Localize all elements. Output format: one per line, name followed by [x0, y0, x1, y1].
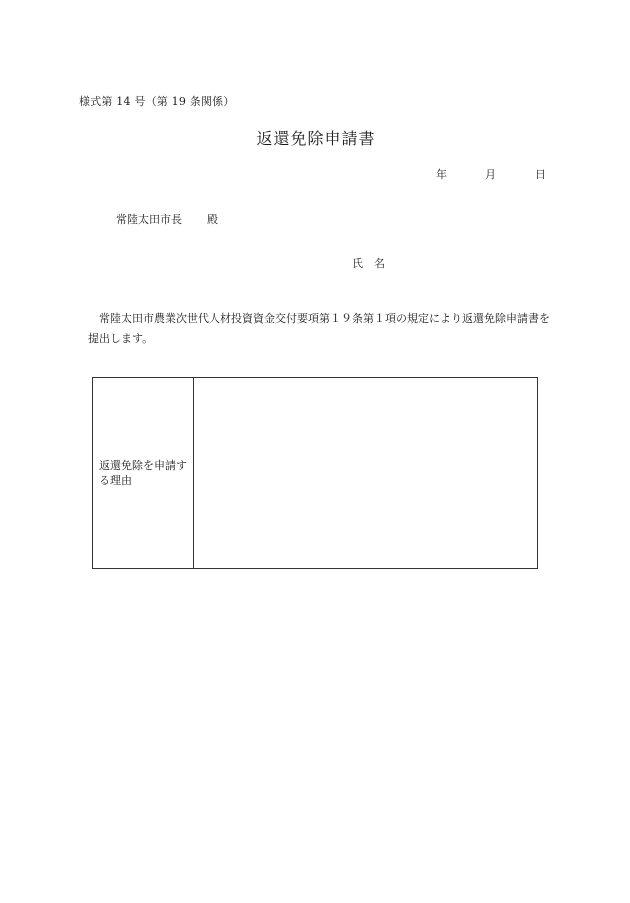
document-title: 返還免除申請書 — [256, 129, 376, 148]
date-year-label: 年 — [436, 168, 447, 181]
applicant-name-label: 氏名 — [352, 257, 396, 270]
date-month-label: 月 — [485, 168, 496, 181]
date-day-label: 日 — [535, 168, 546, 181]
addressee-honorific: 殿 — [207, 213, 218, 226]
form-number: 様式第 14 号（第 19 条関係） — [79, 95, 235, 108]
declaration-text: 常陸太田市農業次世代人材投資資金交付要項第１９条第１項の規定により返還免除申請書を提出します。 — [88, 312, 550, 345]
reason-input-cell[interactable] — [194, 378, 537, 568]
reason-label: 返還免除を申請する理由 — [99, 459, 187, 487]
reason-table — [92, 377, 538, 569]
reason-label-cell — [93, 378, 194, 568]
addressee-name: 常陸太田市長 — [116, 213, 182, 226]
